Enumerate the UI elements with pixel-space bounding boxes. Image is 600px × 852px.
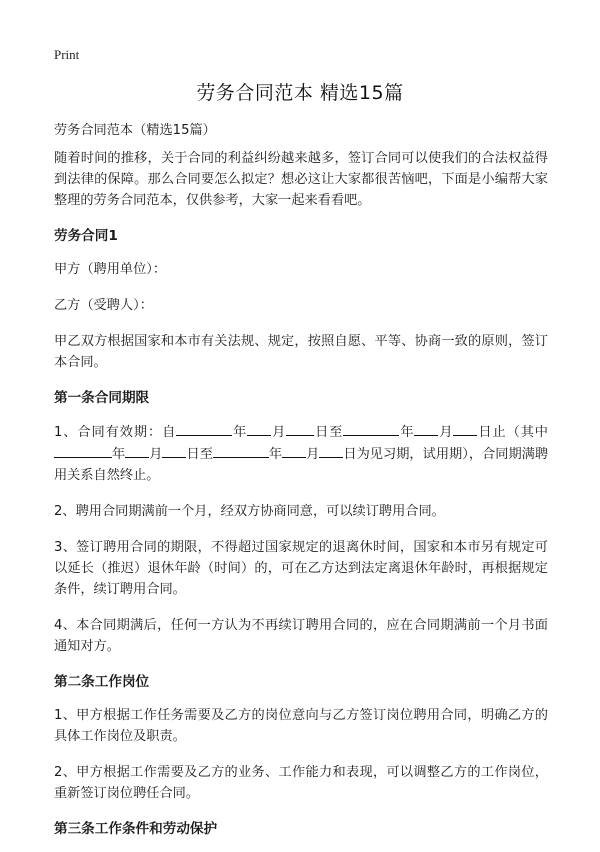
document-title: 劳务合同范本 精选15篇 bbox=[196, 82, 404, 104]
article-2-heading: 第二条工作岗位 bbox=[54, 674, 150, 690]
term-text: 日至 bbox=[314, 425, 344, 440]
blank-field bbox=[414, 421, 438, 436]
term-text: 日为见习期，试用期），合同期满聘用关系自然终止。 bbox=[54, 447, 549, 483]
blank-field bbox=[247, 421, 271, 436]
term-paragraph bbox=[54, 421, 548, 486]
blank-field bbox=[213, 443, 269, 458]
article-1-item-2: 2、聘用合同期满前一个月，经双方协商同意，可以续订聘用合同。 bbox=[54, 504, 445, 519]
blank-field bbox=[54, 443, 112, 458]
term-text: 年 bbox=[268, 447, 283, 462]
subtitle: 劳务合同范本（精选15篇） bbox=[54, 123, 216, 138]
blank-field bbox=[162, 443, 186, 458]
term-text: 日止（其中 bbox=[477, 425, 548, 440]
blank-field bbox=[453, 421, 477, 436]
term-text: 1、合同有效期：自 bbox=[54, 425, 177, 440]
blank-field bbox=[286, 421, 314, 436]
term-text: 年 bbox=[399, 425, 415, 440]
term-text: 月 bbox=[149, 447, 163, 462]
article-1-item-3: 3、签订聘用合同的期限，不得超过国家规定的退离休时间，国家和本市另有规定可以延长（推迟）退休年龄（时间）的，可在乙方达到法定离退休年龄时，再根据规定条件，续订聘用合同。 bbox=[54, 540, 548, 597]
party-b-line: 乙方（受聘人）： bbox=[54, 298, 153, 313]
article-2-item-1: 1、甲方根据工作任务需要及乙方的岗位意向与乙方签订岗位聘用合同，明确乙方的具体工作岗位及职责。 bbox=[54, 708, 548, 744]
blank-field bbox=[125, 443, 149, 458]
blank-field bbox=[282, 443, 306, 458]
intro-paragraph: 随着时间的推移，关于合同的利益纠纷越来越多，签订合同可以使我们的合法权益得到法律的保障。那么合同要怎么拟定？想必这让大家都很苦恼吧，下面是小编帮大家整理的劳务合同范本，仅供参考，大家一起来看看吧。 bbox=[54, 151, 548, 208]
term-text: 月 bbox=[306, 447, 320, 462]
term-text: 日至 bbox=[186, 447, 213, 462]
article-3-heading: 第三条工作条件和劳动保护 bbox=[54, 821, 218, 837]
term-text: 月 bbox=[271, 425, 287, 440]
section-heading: 劳务合同1 bbox=[54, 228, 118, 244]
blank-field bbox=[343, 421, 399, 436]
document-body bbox=[54, 120, 548, 852]
term-text: 年 bbox=[232, 425, 248, 440]
blank-field bbox=[319, 443, 343, 458]
party-a-line: 甲方（聘用单位）： bbox=[54, 262, 167, 277]
blank-field bbox=[176, 421, 232, 436]
article-1-heading: 第一条合同期限 bbox=[54, 390, 150, 406]
article-2-item-2: 2、甲方根据工作需要及乙方的业务、工作能力和表现，可以调整乙方的工作岗位，重新签订岗位聘任合同。 bbox=[54, 765, 548, 801]
term-text: 月 bbox=[438, 425, 454, 440]
term-text: 年 bbox=[112, 447, 126, 462]
print-label[interactable]: Print bbox=[54, 47, 80, 62]
agreement-paragraph: 甲乙双方根据国家和本市有关法规、规定，按照自愿、平等、协商一致的原则，签订本合同。 bbox=[54, 334, 548, 370]
article-1-item-4: 4、本合同期满后，任何一方认为不再续订聘用合同的，应在合同期满前一个月书面通知对方。 bbox=[54, 618, 548, 654]
